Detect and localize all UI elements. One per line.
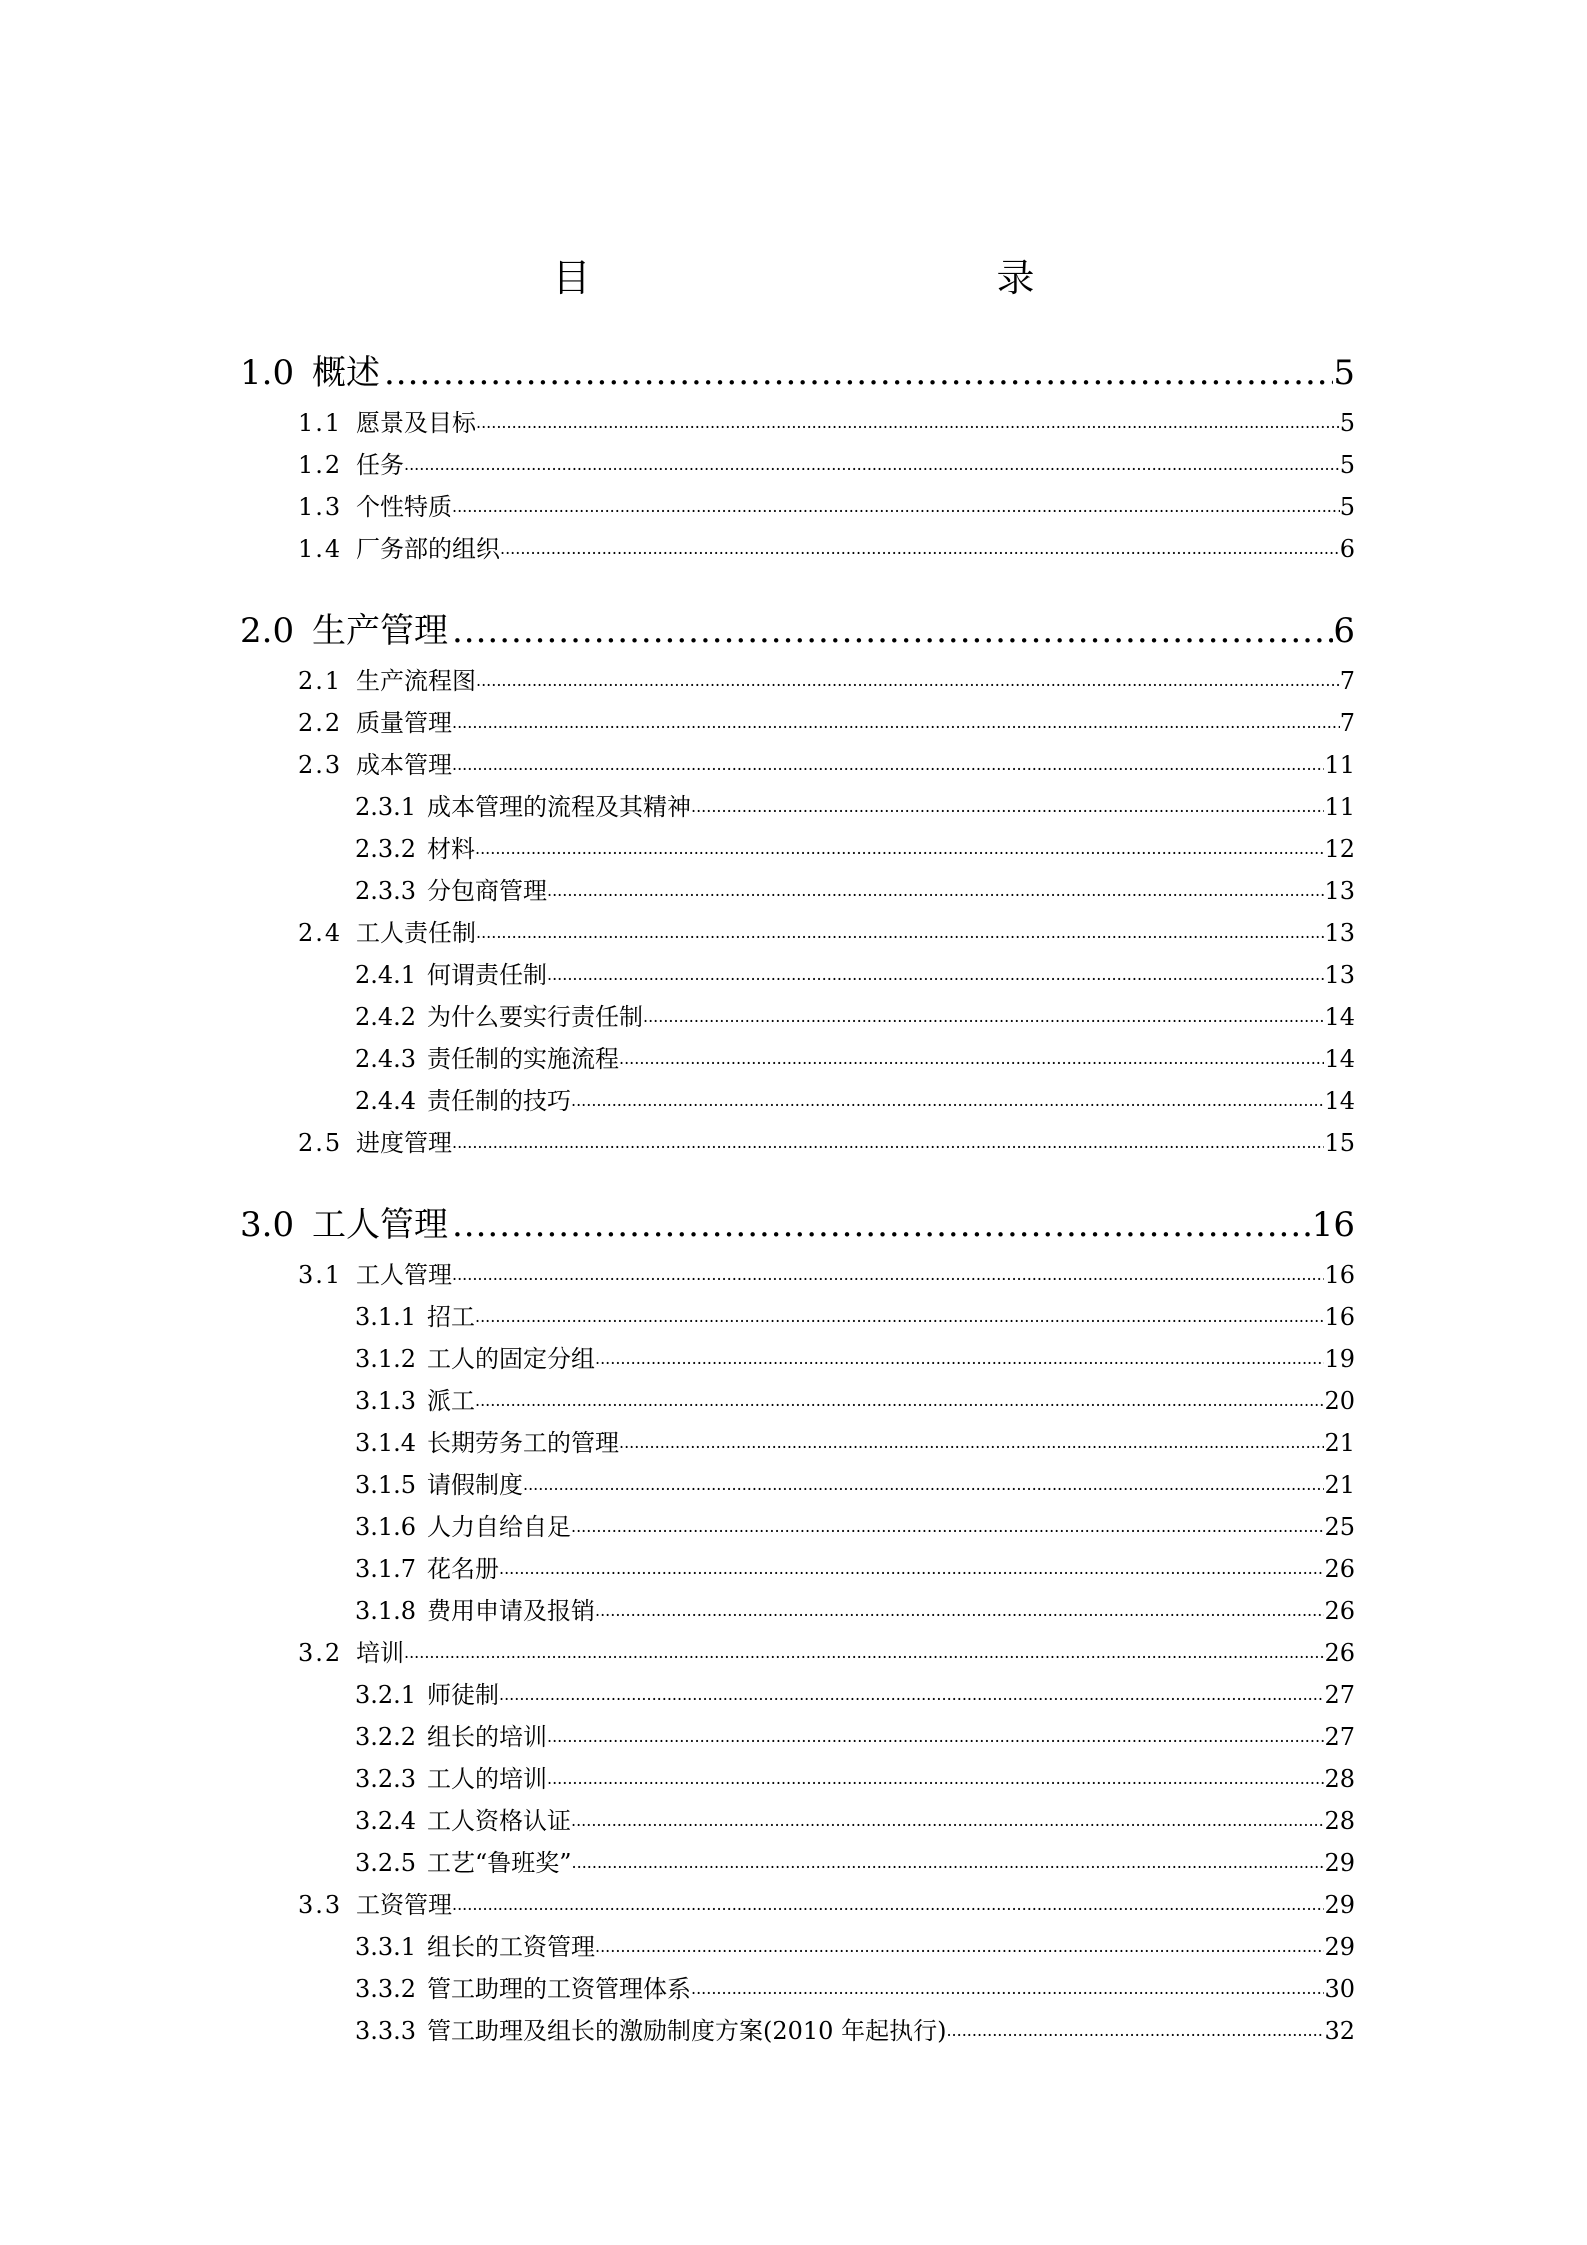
- toc-entry-page-number: 27: [1324, 1681, 1355, 1709]
- toc-entry[interactable]: [240, 870, 1355, 912]
- toc-entry-page-number: 7: [1339, 709, 1355, 737]
- toc-entry-number: 2.3.1: [355, 793, 417, 821]
- toc-entry-page-number: 6: [1333, 611, 1355, 651]
- toc-entry-page-number: 13: [1324, 919, 1355, 947]
- toc-entry[interactable]: [240, 1422, 1355, 1464]
- dot-leader: [547, 867, 1324, 912]
- toc-entry-page-number: 32: [1324, 2017, 1355, 2045]
- dot-leader: [475, 1293, 1324, 1338]
- toc-entry-page-number: 5: [1339, 493, 1355, 521]
- toc-entry-page-number: 15: [1324, 1129, 1355, 1157]
- dot-leader: [476, 909, 1324, 954]
- toc-entry[interactable]: [240, 1038, 1355, 1080]
- toc-entry-label: 责任制的实施流程: [427, 1045, 619, 1073]
- toc-entry-number: 2.4.1: [355, 961, 417, 989]
- toc-entry-label: 工人资格认证: [427, 1807, 571, 1835]
- toc-entry-label: 分包商管理: [427, 877, 547, 905]
- toc-entry[interactable]: [240, 954, 1355, 996]
- toc-entry-label: 管工助理的工资管理体系: [427, 1975, 691, 2003]
- toc-entry-page-number: 11: [1324, 751, 1355, 779]
- toc-entry-number: 2.3.2: [355, 835, 417, 863]
- toc-entry-label: 责任制的技巧: [427, 1087, 571, 1115]
- toc-entry-number: 2.5: [298, 1129, 343, 1157]
- toc-entry[interactable]: [240, 1296, 1355, 1338]
- toc-entry-label: 材料: [427, 835, 475, 863]
- toc-entry-label: 质量管理: [356, 709, 452, 737]
- toc-entry-page-number: 21: [1324, 1429, 1355, 1457]
- toc-entry-label: 进度管理: [356, 1129, 452, 1157]
- toc-entry[interactable]: [240, 1842, 1355, 1884]
- toc-entry-page-number: 5: [1339, 451, 1355, 479]
- toc-entry-label: 工人管理: [356, 1261, 452, 1289]
- toc-entry-number: 3.3: [298, 1891, 343, 1919]
- dot-leader: [452, 1196, 1312, 1254]
- dot-leader: [523, 1461, 1324, 1506]
- toc-entry-label: 长期劳务工的管理: [427, 1429, 619, 1457]
- toc-entry-label: 为什么要实行责任制: [427, 1003, 643, 1031]
- toc-entry-page-number: 5: [1339, 409, 1355, 437]
- toc-entry-page-number: 29: [1324, 1849, 1355, 1877]
- dot-leader: [572, 1839, 1325, 1884]
- toc-entry-page-number: 25: [1324, 1513, 1355, 1541]
- toc-entry[interactable]: [240, 402, 1355, 444]
- dot-leader: [452, 699, 1340, 744]
- toc-entry-label: 任务: [356, 451, 404, 479]
- toc-entry-page-number: 28: [1324, 1765, 1355, 1793]
- toc-entry-number: 1.0: [240, 353, 295, 393]
- toc-entry[interactable]: [240, 1380, 1355, 1422]
- toc-entry-number: 2.4: [298, 919, 343, 947]
- toc-entry-number: 3.3.1: [355, 1933, 417, 1961]
- toc-entry-page-number: 19: [1324, 1345, 1355, 1373]
- toc-entry-label: 工人管理: [312, 1205, 448, 1245]
- dot-leader: [619, 1419, 1324, 1464]
- dot-leader: [475, 825, 1324, 870]
- toc-entry-number: 3.1: [298, 1261, 343, 1289]
- toc-entry-number: 3.1.3: [355, 1387, 417, 1415]
- toc-entry-label: 管工助理及组长的激励制度方案(2010 年起执行): [427, 2017, 947, 2045]
- toc-entry[interactable]: [240, 1254, 1355, 1296]
- toc-entry-number: 3.2: [298, 1639, 343, 1667]
- dot-leader: [571, 1503, 1324, 1548]
- dot-leader: [547, 1713, 1324, 1758]
- toc-entry-page-number: 27: [1324, 1723, 1355, 1751]
- toc-entry-number: 3.2.3: [355, 1765, 417, 1793]
- toc-entry[interactable]: [240, 702, 1355, 744]
- toc-entry-page-number: 12: [1324, 835, 1355, 863]
- toc-entry[interactable]: [240, 1632, 1355, 1674]
- toc-entry-page-number: 6: [1339, 535, 1355, 563]
- toc-entry-page-number: 7: [1339, 667, 1355, 695]
- toc-entry-label: 费用申请及报销: [427, 1597, 595, 1625]
- toc-entry-page-number: 16: [1324, 1303, 1355, 1331]
- toc-entry-label: 成本管理: [356, 751, 452, 779]
- toc-entry-page-number: 29: [1324, 1891, 1355, 1919]
- toc-entry-label: 招工: [427, 1303, 475, 1331]
- toc-entry[interactable]: [240, 1548, 1355, 1590]
- toc-entry-number: 3.1.6: [355, 1513, 417, 1541]
- toc-entry-number: 2.1: [298, 667, 343, 695]
- toc-entry-number: 2.4.2: [355, 1003, 417, 1031]
- toc-entry-page-number: 16: [1324, 1261, 1355, 1289]
- toc-entry-number: 3.3.2: [355, 1975, 417, 2003]
- toc-entry[interactable]: [240, 1590, 1355, 1632]
- toc-entry[interactable]: [240, 1758, 1355, 1800]
- toc-entry-label: 个性特质: [356, 493, 452, 521]
- toc-entry-page-number: 26: [1324, 1597, 1355, 1625]
- toc-entry[interactable]: [240, 1164, 1355, 1254]
- toc-entry[interactable]: [240, 1080, 1355, 1122]
- toc-entry-label: 组长的工资管理: [427, 1933, 595, 1961]
- dot-leader: [499, 1671, 1324, 1716]
- toc-entry[interactable]: [240, 330, 1355, 402]
- toc-entry[interactable]: [240, 1338, 1355, 1380]
- toc-entry-number: 1.2: [298, 451, 343, 479]
- dot-leader: [595, 1335, 1324, 1380]
- toc-entry-number: 3.1.4: [355, 1429, 417, 1457]
- dot-leader: [595, 1923, 1324, 1968]
- toc-entry-label: 工人责任制: [356, 919, 476, 947]
- toc-entry[interactable]: [240, 912, 1355, 954]
- toc-entry-label: 师徒制: [427, 1681, 499, 1709]
- toc-entry[interactable]: [240, 1506, 1355, 1548]
- toc-entry-number: 3.3.3: [355, 2017, 417, 2045]
- toc-entry-page-number: 28: [1324, 1807, 1355, 1835]
- toc-entry[interactable]: [240, 2010, 1355, 2052]
- toc-entry[interactable]: [240, 828, 1355, 870]
- toc-entry-label: 概述: [312, 353, 380, 393]
- toc-entry-number: 3.1.8: [355, 1597, 417, 1625]
- toc-entry-number: 2.2: [298, 709, 343, 737]
- toc-entry-number: 3.1.5: [355, 1471, 417, 1499]
- toc-entry-number: 1.3: [298, 493, 343, 521]
- toc-entry-page-number: 16: [1311, 1205, 1355, 1245]
- dot-leader: [452, 483, 1340, 528]
- toc-entry-number: 3.2.1: [355, 1681, 417, 1709]
- toc-entry-page-number: 13: [1324, 961, 1355, 989]
- toc-entry-page-number: 14: [1324, 1003, 1355, 1031]
- dot-leader: [571, 1797, 1324, 1842]
- dot-leader: [452, 1881, 1324, 1926]
- toc-entry[interactable]: [240, 1926, 1355, 1968]
- dot-leader: [643, 993, 1324, 1038]
- dot-leader: [499, 1545, 1324, 1590]
- toc-entry-number: 2.4.3: [355, 1045, 417, 1073]
- toc-entry-label: 培训: [356, 1639, 404, 1667]
- dot-leader: [475, 1377, 1324, 1422]
- toc-entry[interactable]: [240, 996, 1355, 1038]
- dot-leader: [452, 1251, 1324, 1296]
- dot-leader: [946, 2007, 1324, 2052]
- toc-entry[interactable]: [240, 1716, 1355, 1758]
- toc-entry[interactable]: [240, 1884, 1355, 1926]
- dot-leader: [691, 1965, 1324, 2010]
- toc-entry-number: 2.4.4: [355, 1087, 417, 1115]
- toc-entry[interactable]: [240, 1968, 1355, 2010]
- toc-entry-number: 3.1.1: [355, 1303, 417, 1331]
- toc-entry[interactable]: [240, 1800, 1355, 1842]
- toc-entry-label: 组长的培训: [427, 1723, 547, 1751]
- toc-entry[interactable]: [240, 570, 1355, 660]
- toc-entry-number: 1.4: [298, 535, 343, 563]
- page-title: 目 录: [552, 256, 1145, 300]
- dot-leader: [384, 344, 1333, 402]
- dot-leader: [404, 1629, 1324, 1674]
- toc-entry-label: 成本管理的流程及其精神: [427, 793, 691, 821]
- toc-entry-page-number: 14: [1324, 1045, 1355, 1073]
- toc-entry-page-number: 14: [1324, 1087, 1355, 1115]
- dot-leader: [547, 1755, 1324, 1800]
- toc-entry-label: 何谓责任制: [427, 961, 547, 989]
- toc-entry-label: 请假制度: [427, 1471, 523, 1499]
- dot-leader: [500, 525, 1340, 570]
- dot-leader: [619, 1035, 1324, 1080]
- toc-entry-page-number: 21: [1324, 1471, 1355, 1499]
- toc-entry-page-number: 26: [1324, 1555, 1355, 1583]
- toc-entry-page-number: 20: [1324, 1387, 1355, 1415]
- toc-entry[interactable]: [240, 444, 1355, 486]
- toc-entry-number: 3.2.5: [355, 1849, 417, 1877]
- toc-entry-page-number: 30: [1324, 1975, 1355, 2003]
- toc-entry-label: 花名册: [427, 1555, 499, 1583]
- toc-entry-number: 2.0: [240, 611, 295, 651]
- toc-entry-number: 3.2.2: [355, 1723, 417, 1751]
- toc-entry-label: 生产流程图: [356, 667, 476, 695]
- toc-entry[interactable]: [240, 486, 1355, 528]
- toc-entry-page-number: 13: [1324, 877, 1355, 905]
- toc-list: [240, 330, 1355, 2052]
- toc-entry[interactable]: [240, 1674, 1355, 1716]
- toc-entry-number: 3.1.7: [355, 1555, 417, 1583]
- toc-entry-page-number: 11: [1324, 793, 1355, 821]
- toc-entry-number: 1.1: [298, 409, 343, 437]
- toc-entry[interactable]: [240, 1122, 1355, 1164]
- toc-entry-number: 3.2.4: [355, 1807, 417, 1835]
- dot-leader: [452, 602, 1333, 660]
- toc-entry-label: 愿景及目标: [356, 409, 476, 437]
- toc-entry[interactable]: [240, 660, 1355, 702]
- toc-entry-number: 2.3.3: [355, 877, 417, 905]
- dot-leader: [547, 951, 1324, 996]
- dot-leader: [476, 657, 1340, 702]
- toc-entry[interactable]: [240, 528, 1355, 570]
- toc-entry-label: 派工: [427, 1387, 475, 1415]
- toc-entry-label: 工艺“鲁班奖”: [427, 1849, 572, 1877]
- toc-entry-page-number: 26: [1324, 1639, 1355, 1667]
- dot-leader: [571, 1077, 1324, 1122]
- toc-entry-label: 生产管理: [312, 611, 448, 651]
- toc-entry[interactable]: [240, 786, 1355, 828]
- toc-entry-label: 工资管理: [356, 1891, 452, 1919]
- dot-leader: [404, 441, 1340, 486]
- toc-entry-label: 工人的固定分组: [427, 1345, 595, 1373]
- toc-entry-label: 人力自给自足: [427, 1513, 571, 1541]
- toc-entry-number: 2.3: [298, 751, 343, 779]
- dot-leader: [476, 399, 1340, 444]
- toc-entry-page-number: 29: [1324, 1933, 1355, 1961]
- toc-entry-number: 3.1.2: [355, 1345, 417, 1373]
- toc-entry[interactable]: [240, 744, 1355, 786]
- dot-leader: [595, 1587, 1324, 1632]
- dot-leader: [452, 1119, 1324, 1164]
- dot-leader: [452, 741, 1324, 786]
- toc-entry-label: 工人的培训: [427, 1765, 547, 1793]
- toc-entry-number: 3.0: [240, 1205, 295, 1245]
- toc-entry[interactable]: [240, 1464, 1355, 1506]
- toc-entry-label: 厂务部的组织: [356, 535, 500, 563]
- dot-leader: [691, 783, 1324, 828]
- toc-entry-page-number: 5: [1333, 353, 1355, 393]
